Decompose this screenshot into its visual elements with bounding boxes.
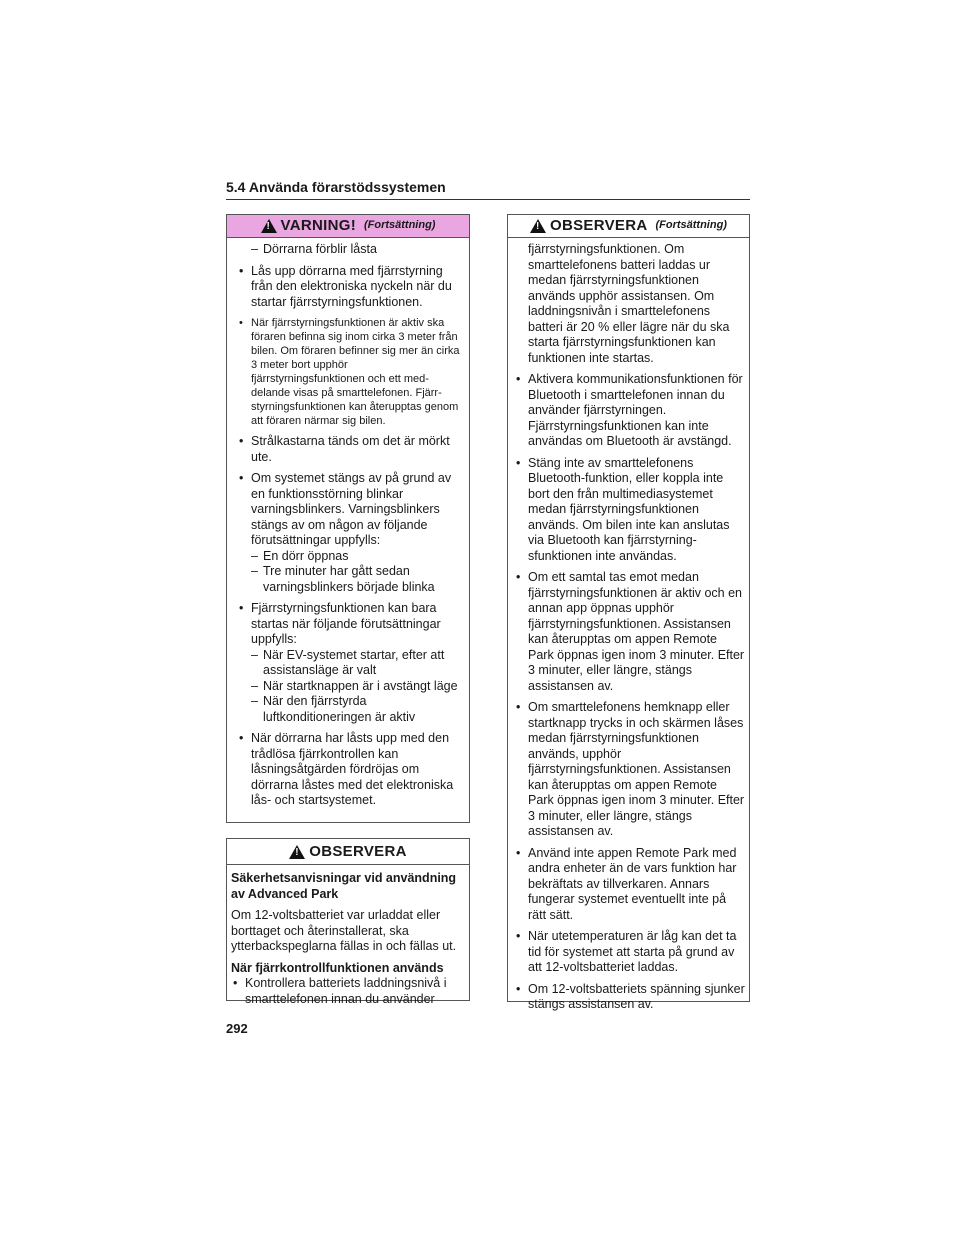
warning-item-3: • Strålkastarna tänds om det är mörkt ute.: [237, 434, 463, 465]
notice-title-right: OBSERVERA: [550, 217, 648, 235]
notice-subtitle-right: (Fortsättning): [655, 219, 727, 232]
notice-left-para: Om 12-voltsbatteriet var urladdat eller borttaget och återinstallerat, ska ytterbackspeglarna fällas in och fällas ut.: [231, 908, 457, 953]
page-number: 292: [226, 1021, 248, 1036]
notice-right-item-1: • Aktivera kommunikationsfunktionen för Bluetooth i smarttelefonen innan du använder fjärrstyrningen. Fjärrstyrningsfunktionen kan inte användas om Bluetooth är avstängd.: [514, 372, 745, 450]
warning-item-5-text: Fjärrstyrningsfunktionen kan bara startas när följande förutsättningar uppfylls:: [251, 601, 441, 646]
warning-title: VARNING!: [280, 217, 356, 235]
notice-icon-left: !: [289, 845, 305, 859]
notice-right-item-5: • Använd inte appen Remote Park med andra enheter än de vars funktion har bekräftats av tillverkaren. Annars fungerar systemet eventuellt inte på rätt sätt.: [514, 846, 745, 924]
notice-left-subheading: När fjärrkontrollfunktionen används: [231, 960, 444, 975]
notice-right-item-6: • När utetemperaturen är låg kan det ta tid för systemet att starta på grund av att 12-voltsbatteriet laddas.: [514, 929, 745, 976]
warning-icon: !: [261, 219, 277, 233]
warning-sub4-1: – En dörr öppnas: [251, 549, 463, 565]
notice-right-item-2: • Stäng inte av smarttelefonens Bluetooth-funktion, eller koppla inte bort den från multimediasystemet medan fjärrstyrningsfunktionen används. Om bilen inte kan anslutas via Bluetooth kan fjärrstyrning-sfunktionen inte användas.: [514, 456, 745, 565]
notice-right-item-3: • Om ett samtal tas emot medan fjärrstyrningsfunktionen är aktiv och en annan app öppnas upphör fjärrstyrningsfunktionen. Assistansen kan återupptas om appen Remote Park öppnas igen inom 3 minuter. Efter 3 minuter, eller längre, stängs assistansen av.: [514, 570, 745, 694]
notice-icon-right: !: [530, 219, 546, 233]
notice-left-item-1: • Kontrollera batteriets laddningsnivå i smarttelefonen innan du använder: [231, 976, 465, 1007]
warning-subtitle: (Fortsättning): [363, 219, 436, 232]
warning-header: [227, 215, 469, 238]
warning-sub5-3: – När den fjärrstyrda luftkonditioneringen är aktiv: [251, 694, 463, 725]
section-title: 5.4 Använda förarstödssystemen: [226, 179, 750, 200]
warning-sub5-2: – När startknappen är i avstängt läge: [251, 679, 463, 695]
warning-intro-dash: – Dörrarna förblir låsta: [251, 242, 463, 258]
warning-item-4-text: Om systemet stängs av på grund av en funktionsstörning blinkar varningsblinkers. Varningsblinkers stängs av om någon av följande förutsättningar uppfylls:: [251, 471, 452, 547]
warning-item-5: [237, 601, 463, 725]
notice-box-right: [507, 214, 750, 1011]
warning-item-2: • När fjärrstyrningsfunktionen är aktiv ska föraren befinna sig inom cirka 3 meter från bilen. Om föraren befinner sig mer än cirka 3 meter bort upphör fjärrstyrningsfunktionen och ett med-delande visas på smarttelefonen. Fjärr-styrningsfunktionen kan återupptas genom att föraren närmar sig bilen.: [237, 316, 463, 428]
warning-item-6: • När dörrarna har låsts upp med den trådlösa fjärrkontrollen kan låsningsåtgärden fördröjas om dörrarna låstes med det elektroniska lås- och startsystemet.: [237, 731, 463, 809]
warning-sub5-1: – När EV-systemet startar, efter att assistansläge är valt: [251, 648, 463, 679]
notice-right-cont: fjärrstyrningsfunktionen. Om smarttelefonens batteri laddas ur medan fjärrstyrningsfunktionen används upphör assistansen. Om laddningsnivån i smarttelefonens batteri är 20 % eller lägre när du ska starta fjärrstyrningsfunktionen kan funktionen inte startas.: [528, 242, 730, 365]
notice-header-right: [508, 215, 749, 238]
notice-right-item-4: • Om smarttelefonens hemknapp eller startknapp trycks in och skärmen låses medan fjärrstyrningsfunktionen används, upphör fjärrstyrningsfunktionen. Assistansen kan återupptas om appen Remote Park öppnas igen inom 3 minuter. Efter 3 minuter, eller längre, stängs assistansen av.: [514, 700, 745, 840]
notice-right-item-7: • Om 12-voltsbatteriets spänning sjunker stängs assistansen av.: [514, 982, 745, 1013]
notice-title-left: OBSERVERA: [309, 842, 407, 860]
notice-header-left: [227, 839, 469, 865]
warning-item-1: • Lås upp dörrarna med fjärrstyrning från den elektroniska nyckeln när du startar fjärrstyrningsfunktionen.: [237, 264, 463, 311]
warning-sub4-2: – Tre minuter har gått sedan varningsblinkers började blinka: [251, 564, 463, 595]
notice-left-heading: Säkerhetsanvisningar vid användning av Advanced Park: [231, 871, 457, 901]
warning-item-4: [237, 471, 463, 595]
notice-box-left: [226, 838, 470, 1006]
warning-box: [226, 214, 470, 823]
